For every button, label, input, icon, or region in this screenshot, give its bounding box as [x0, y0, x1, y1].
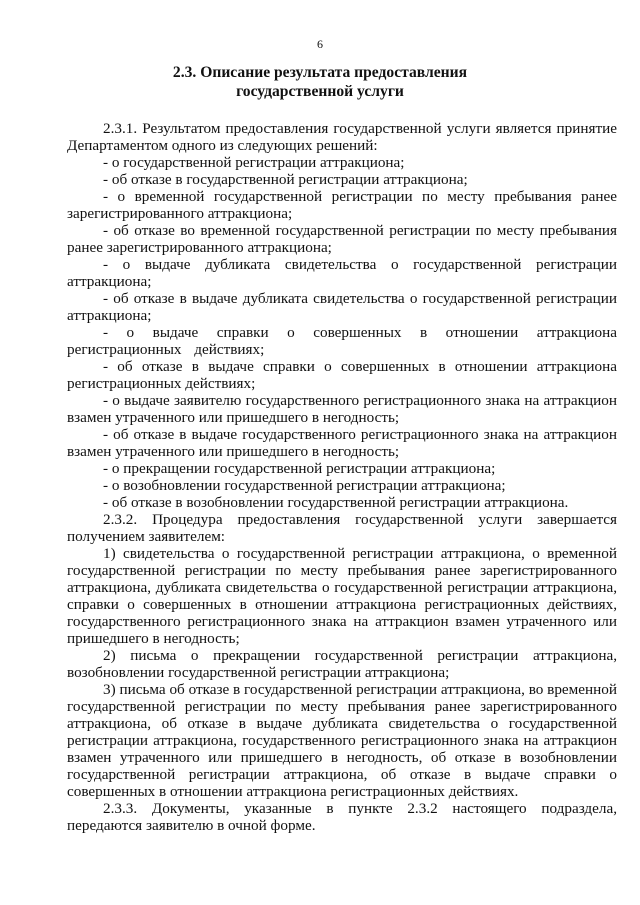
list-item-termination: - о прекращении государственной регистрации аттракциона;: [103, 460, 496, 477]
list-item-sign-refusal: - об отказе в выдаче государственного регистрационного знака на аттракцион взамен утраченного или пришедшего в негодность;: [67, 426, 617, 460]
list-item-sign-issue: - о выдаче заявителю государственного регистрационного знака на аттракцион взамен утраченного или пришедшего в негодность;: [67, 392, 617, 426]
result-item-2: 2) письма о прекращении государственной регистрации аттракциона, возобновлении государственной регистрации аттракциона;: [67, 647, 617, 681]
paragraph-2-3-2: 2.3.2. Процедура предоставления государственной услуги завершается получением заявителем:: [67, 511, 617, 545]
result-item-3: 3) письма об отказе в государственной регистрации аттракциона, во временной государственной регистрации по месту пребывания ранее зарегистрированного аттракциона, об отказе в выдаче дубликата свидетельства о государственной регистрации аттракциона, государственного регистрационного знака на аттракцион взамен утраченного или пришедшего в негодность, об отказе в возобновлении государственной регистрации аттракциона, об отказе в выдаче справки о совершенных в отношении аттракциона регистрационных действиях.: [67, 681, 617, 800]
list-item-registration-refusal: - об отказе в государственной регистрации аттракциона;: [103, 171, 468, 188]
list-item-registration: - о государственной регистрации аттракциона;: [103, 154, 405, 171]
result-item-1: 1) свидетельства о государственной регистрации аттракциона, о временной государственной регистрации по месту пребывания ранее зарегистрированного аттракциона, дубликата свидетельства о государственной регистрации аттракциона, справки о совершенных в отношении аттракциона регистрационных действиях, государственного регистрационного знака на аттракцион взамен утраченного или пришедшего в негодность;: [67, 545, 617, 647]
list-item-temporary-registration: - о временной государственной регистрации по месту пребывания ранее зарегистрированного аттракциона;: [67, 188, 617, 222]
body-text: [67, 120, 617, 834]
section-heading-line-1: 2.3. Описание результата предоставления: [172, 64, 468, 81]
paragraph-2-3-3: 2.3.3. Документы, указанные в пункте 2.3.2 настоящего подраздела, передаются заявителю в очной форме.: [67, 800, 617, 834]
list-item-duplicate-refusal: - об отказе в выдаче дубликата свидетельства о государственной регистрации аттракциона;: [67, 290, 617, 324]
list-item-resumption: - о возобновлении государственной регистрации аттракциона;: [103, 477, 506, 494]
list-item-resumption-refusal: - об отказе в возобновлении государственной регистрации аттракциона.: [103, 494, 569, 511]
section-heading-line-2: государственной услуги: [236, 83, 404, 100]
page-number: 6: [317, 37, 323, 51]
list-item-certificate-refusal: - об отказе в выдаче справки о совершенных в отношении аттракциона регистрационных действиях;: [67, 358, 617, 392]
list-item-temporary-registration-refusal: - об отказе во временной государственной регистрации по месту пребывания ранее зарегистрированного аттракциона;: [67, 222, 617, 256]
list-item-certificate-issue: - о выдаче справки о совершенных в отношении аттракциона регистрационных действиях;: [67, 324, 617, 358]
paragraph-2-3-1: 2.3.1. Результатом предоставления государственной услуги является принятие Департаментом одного из следующих решений:: [67, 120, 617, 154]
list-item-duplicate-issue: - о выдаче дубликата свидетельства о государственной регистрации аттракциона;: [67, 256, 617, 290]
section-heading: [60, 63, 580, 101]
